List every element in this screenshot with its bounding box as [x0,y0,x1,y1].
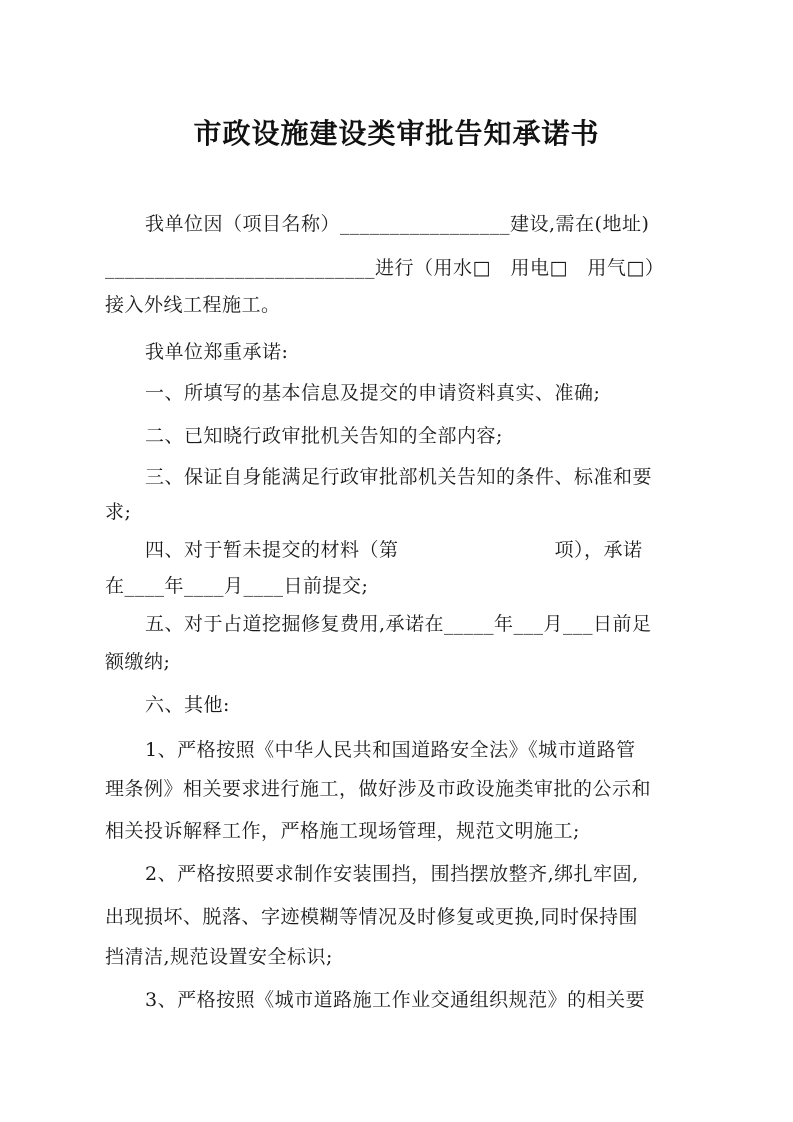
paragraph-line: 挡清洁,规范设置安全标识; [105,946,333,968]
commitment-item-4: 四、对于暂未提交的材料（第 项），承诺 [145,539,643,561]
paragraph-line: 相关投诉解释工作，严格施工现场管理，规范文明施工; [105,820,580,842]
paragraph-line: 出现损坏、脱落、字迹模糊等情况及时修复或更换,同时保持围 [105,906,639,928]
paragraph-line: 求; [105,501,132,523]
document-title: 市政设施建设类审批告知承诺书 [193,117,600,150]
commitment-item-2: 二、已知晓行政审批机关告知的全部内容; [145,425,503,447]
paragraph-line: 额缴纳; [105,651,171,673]
sub-item-1: 1、严格按照《中华人民共和国道路安全法》《城市道路管 [145,739,636,761]
paragraph-line: 我单位郑重承诺: [145,341,289,363]
commitment-item-5: 五、对于占道挖掘修复费用,承诺在_____年___月___日前足 [145,613,652,635]
commitment-item-1: 一、所填写的基本信息及提交的申请资料真实、准确; [145,382,601,404]
sub-item-2: 2、严格按照要求制作安装围挡，围挡摆放整齐,绑扎牢固, [145,863,639,885]
paragraph-line: ___________________________进行（用水□ 用电□ 用气□） [105,257,665,279]
sub-item-3: 3、严格按照《城市道路施工作业交通组织规范》的相关要 [145,989,646,1011]
paragraph-line: 在____年____月____日前提交; [105,575,369,597]
paragraph-line: 我单位因（项目名称）_________________建设,需在(地址) [145,213,650,235]
commitment-item-3: 三、保证自身能满足行政审批部机关告知的条件、标准和要 [145,466,653,488]
commitment-item-6: 六、其他: [145,694,230,716]
paragraph-line: 接入外线工程施工。 [105,294,281,316]
paragraph-line: 理条例》相关要求进行施工，做好涉及市政设施类审批的公示和 [105,778,652,800]
